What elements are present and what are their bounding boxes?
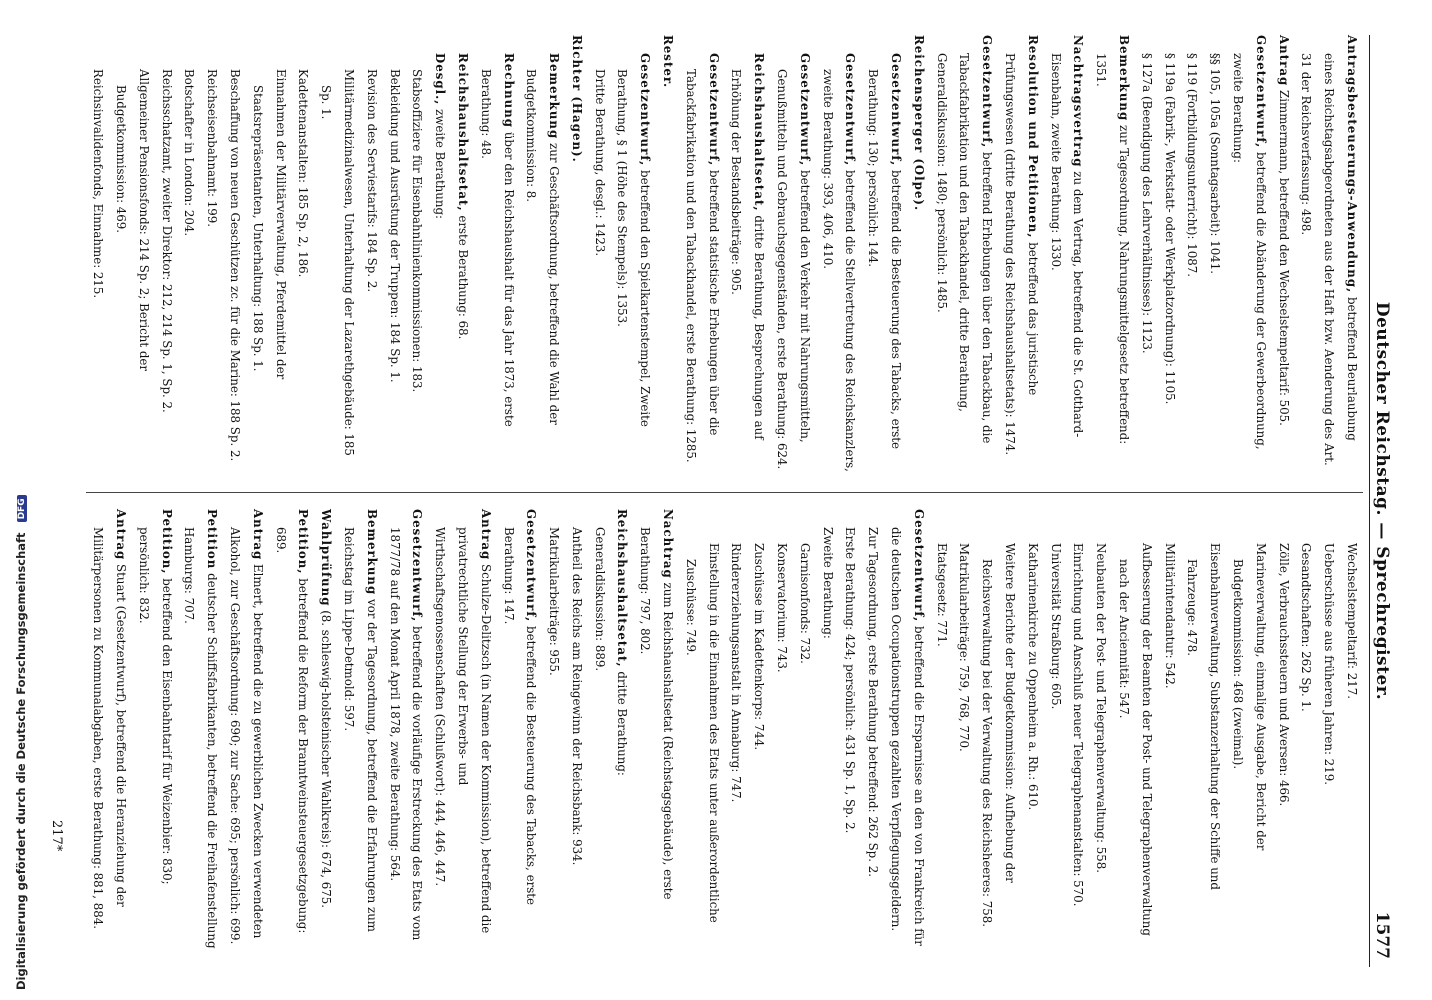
entry-keyword: Resolution und Petitionen,: [1025, 35, 1040, 239]
register-entry: [178, 509, 224, 949]
entry-keyword: Reichshaushaltsetat,: [455, 53, 470, 212]
entry-keyword: Antragsbesteuerungs-Anwendung,: [1345, 35, 1359, 294]
register-entry: [497, 509, 543, 949]
register-entry: [839, 509, 862, 949]
entry-text: deutscher Schiffsfabrikanten, betreffend die Freihafenstellung Hamburgs: 707.: [182, 527, 220, 949]
register-entry: [383, 509, 429, 949]
register-entry: [1181, 509, 1227, 949]
register-entry: [1181, 35, 1204, 475]
register-entry: [1135, 35, 1158, 475]
entry-text: über den Reichshaushalt für das Jahr 1873, erste Berathung: 48.: [478, 69, 516, 427]
entry-text: Rindererziehungsanstalt in Annaburg: 747.: [729, 543, 744, 803]
entry-keyword: Gesetzentwurf,: [889, 53, 904, 167]
entry-text: Einnahmen der Militärverwaltung, Pferdemittel der Staatsrepräsentanten, Unterhaltung: 188 Sp. 1.: [250, 69, 288, 380]
entry-text: Wechselstempeltarif: 217.: [1345, 543, 1359, 699]
left-column: [86, 35, 1363, 475]
entry-keyword: Nachtrag: [661, 509, 676, 579]
register-entry: [1340, 509, 1363, 949]
entry-text: Neubauten der Post- und Telegraphenverwaltung: 558.: [1094, 543, 1109, 873]
entry-text: zum Reichshaushaltsetat (Reichstagsgebäude), erste Berathung: 797, 802.: [638, 527, 676, 900]
register-entry: [542, 509, 565, 949]
digitization-note: Digitalisierung gefördert durch die Deutsche Forschungsgemeinschaft: [14, 532, 28, 990]
register-entry: [611, 35, 657, 475]
register-entry: [679, 35, 725, 475]
register-entry: [611, 509, 634, 949]
register-entry: [634, 509, 680, 949]
page-header: [1369, 35, 1392, 967]
register-entry: [383, 35, 406, 475]
entry-text: Antheil des Reichs am Reingewinn der Reichsbank: 934.: [569, 527, 584, 866]
entry-text: erste Berathung: 68.: [455, 215, 470, 340]
register-entry: [1089, 35, 1135, 475]
entry-text: betreffend die Besteuerung des Tabacks, erste Berathung: 130; persönlich: 144.: [866, 69, 904, 449]
entry-text: betreffend den Verkehr mit Nahrungsmitteln, Genußmitteln und Gebrauchsgegenständen, erste Berathung: 624.: [775, 69, 812, 470]
register-entry: [816, 509, 839, 949]
entry-text: Zur Tagesordnung, erste Berathung betreffend: 262 Sp. 2.: [866, 527, 881, 877]
entry-text: Generaldiskussion: 889.: [592, 527, 607, 672]
entry-text: Zuschüsse im Kadettenkorps: 744.: [752, 543, 767, 751]
register-entry: [337, 509, 383, 949]
register-entry: [428, 509, 496, 949]
entry-text: § 119a (Fabrik-, Werkstatt- oder Werkplatzordnung): 1105.: [1162, 53, 1177, 405]
register-entry: [816, 35, 862, 475]
entry-text: betreffend Beurlaubung eines Reichstagsabgeordneten aus der Haft bzw. Aenderung des Art. 31 der Reichsverfassung: 498.: [1299, 53, 1359, 466]
entry-keyword: Antrag: [113, 509, 128, 561]
entry-keyword: Rechnung: [501, 53, 516, 129]
entry-text: Reichsinvalidenfonds, Einnahme: 215.: [91, 69, 106, 299]
entry-text: (8. schleswig-holsteinischer Wahlkreis): 674, 675.: [319, 610, 334, 909]
register-entry: [360, 35, 383, 475]
entry-text: Reichsschatzamt, zweiter Direktor: 212, 214 Sp. 1, Sp. 2.: [159, 69, 174, 413]
entry-text: Zölle, Verbrauchssteuern und Aversen: 466.: [1276, 543, 1291, 807]
register-entry: [155, 35, 178, 475]
running-head: Deutscher Reichstag. — Sprechregister.: [1372, 301, 1392, 701]
register-entry: [406, 35, 429, 475]
entry-keyword: Bemerkung: [364, 509, 379, 596]
register-entry: [1158, 35, 1181, 475]
page-number: 1577: [1372, 911, 1392, 959]
entry-keyword: Bemerkung: [547, 53, 562, 140]
entry-keyword: Desgl.,: [433, 53, 448, 106]
entry-text: Dritte Berathung, desgl.: 1423.: [592, 69, 607, 257]
entry-text: Universität Straßburg: 605.: [1048, 543, 1063, 710]
entry-text: dritte Berathung, Besprechungen auf Erhöhung der Bestandsbeiträge: 905.: [729, 69, 767, 440]
register-entry: [770, 509, 793, 949]
entry-text: Bekleidung und Ausrüstung der Truppen: 184 Sp. 1.: [387, 69, 402, 383]
digitization-footer: [14, 495, 28, 990]
entry-text: Kadettenanstalten: 185 Sp. 2, 186.: [296, 69, 311, 278]
entry-text: Botschafter in London: 204.: [182, 69, 197, 237]
register-entry: [1203, 35, 1226, 475]
entry-keyword: Gesetzentwurf,: [1253, 35, 1268, 149]
entry-text: Schulze-Delitzsch (in Namen der Kommission), betreffend die privatrechtliche Stellung der Erwerbs- und Wirthschaftsgenossenschaften (Schlußwort): 444, 446, 447.: [433, 527, 493, 934]
entry-text: Stabsoffiziere für Eisenbahnlinienkommissionen: 183.: [410, 69, 425, 393]
register-entry: [451, 35, 474, 475]
register-entry: [314, 35, 360, 475]
register-entry: [132, 509, 178, 949]
entry-text: Elmert, betreffend die zu gewerblichen Zwecken verwendeten Alkohol, zur Geschäftsordnung: 690; zur Sache: 695; persönlich: 699.: [227, 527, 265, 945]
entry-text: Katharinenkirche zu Oppenheim a. Rh.: 610.: [1025, 543, 1040, 811]
entry-text: betreffend die Ersparnisse an den von Frankreich für die deutschen Occupationstruppen gezahlten Verpflegungsgeldern.: [889, 527, 926, 946]
register-entry: [1272, 509, 1295, 949]
entry-keyword: Gesetzentwurf,: [524, 509, 539, 623]
register-entry: [975, 509, 1021, 949]
register-entry: [223, 35, 246, 475]
entry-text: dritte Berathung:: [615, 671, 630, 776]
entry-keyword: Reichshaushaltsetat,: [752, 53, 767, 212]
entry-text: Zweite Berathung:: [820, 527, 835, 639]
register-entry: [793, 509, 816, 949]
entry-keyword: Reichshaushaltsetat,: [615, 509, 630, 668]
entry-keyword: Petition,: [296, 509, 311, 575]
entry-text: Militärintendantur: 542.: [1162, 543, 1177, 689]
entry-text: betreffend das juristische Prüfungswesen (dritte Berathung des Reichshaushaltsetats): 1474.: [1003, 53, 1040, 456]
register-entry: [292, 35, 315, 475]
register-entry: [725, 509, 748, 949]
entry-text: Einrichtung und Anschluß neuer Telegraphenanstalten: 570.: [1071, 543, 1086, 907]
entry-text: § 119 (Fortbildungsunterricht): 1087.: [1185, 53, 1200, 278]
entry-text: Garnisonfonds: 732.: [797, 543, 812, 664]
entry-text: Etatsgesetz: 771.: [934, 543, 949, 647]
entry-keyword: Gesetzentwurf,: [911, 509, 926, 623]
register-entry: [1112, 509, 1158, 949]
entry-keyword: Gesetzentwurf,: [843, 53, 858, 167]
register-entry: [428, 35, 451, 475]
register-entry: [86, 35, 109, 475]
register-entry: [200, 35, 223, 475]
entry-text: Matrikularbeiträge: 759, 768, 770.: [957, 543, 972, 752]
register-entry: [86, 509, 132, 949]
page-content: [91, 35, 1392, 967]
entry-keyword: Nachtragsvertrag: [1071, 35, 1086, 168]
register-entry: [565, 35, 588, 475]
entry-keyword: Gesetzentwurf,: [638, 53, 653, 167]
entry-text: zu dem Vertrag, betreffend die St. Gotthard-Eisenbahn, zweite Berathung: 1330.: [1048, 53, 1086, 438]
entry-text: Matrikularbeiträge: 955.: [547, 527, 562, 676]
entry-keyword: Rester.: [661, 35, 676, 89]
register-entry: [930, 35, 998, 475]
register-entry: [1226, 509, 1272, 949]
register-entry: [1317, 509, 1340, 949]
entry-keyword: Richter (Hagen).: [569, 35, 584, 163]
register-entry: [246, 35, 292, 475]
register-entry: [269, 509, 315, 949]
register-entry: [565, 509, 588, 949]
signature-mark: 217*: [49, 820, 64, 852]
entry-text: Erste Berathung: 424; persönlich: 431 Sp. 1, Sp. 2.: [843, 527, 858, 834]
entry-keyword: Wahlprüfung: [319, 509, 334, 607]
entry-text: Gesandtschaften: 262 Sp. 1.: [1299, 543, 1314, 712]
register-entry: [861, 35, 907, 475]
register-entry: [725, 35, 771, 475]
entry-text: Ueberschüsse aus früheren Jahren: 219.: [1322, 543, 1337, 785]
right-column: [86, 509, 1363, 949]
entry-text: betreffend die Besteuerung des Tabacks, erste Berathung: 147.: [501, 527, 539, 905]
entry-text: Marineverwaltung, einmalige Ausgabe, Bericht der Budgetkommission: 468 (zweimal).: [1231, 543, 1268, 851]
entry-text: vor der Tagesordnung, betreffend die Erfahrungen zum Reichstag im Lippe-Detmold: 597.: [341, 527, 379, 932]
entry-text: Einstellung in die Einnahmen des Etats unter außerordentliche Zuschüsse: 749.: [683, 543, 721, 923]
entry-keyword: Bemerkung: [1117, 35, 1132, 122]
entry-text: betreffend den Eisenbahntarif für Weizenbier: 830; persönlich: 832.: [136, 527, 174, 885]
entry-text: betreffend die Reform der Branntweinsteuergesetzgebung: 689.: [273, 527, 311, 934]
register-entry: [520, 35, 566, 475]
entry-keyword: Gesetzentwurf,: [410, 509, 425, 623]
register-entry: [314, 509, 337, 949]
entry-keyword: Gesetzentwurf,: [980, 35, 995, 149]
entry-keyword: Gesetzentwurf,: [797, 53, 812, 167]
entry-text: Konservatorium: 743.: [775, 543, 790, 673]
entry-keyword: Petition: [205, 509, 220, 570]
register-entry: [1295, 509, 1318, 949]
register-entry: [1044, 509, 1067, 949]
column-divider: [86, 492, 1363, 493]
entry-text: Aufbesserung der Beamten der Post- und Telegraphenverwaltung nach der Anciennität: 547.: [1117, 543, 1154, 936]
register-entry: [1226, 35, 1272, 475]
entry-keyword: Antrag: [1276, 35, 1291, 87]
register-entry: [109, 35, 155, 475]
register-entry: [770, 35, 816, 475]
entry-keyword: Gesetzentwurf,: [706, 53, 721, 167]
register-entry: [679, 509, 725, 949]
register-entry: [178, 35, 201, 475]
entry-keyword: Petition,: [159, 509, 174, 575]
entry-text: Militärmedizinalwesen, Unterhaltung der Lazarethgebäude: 185 Sp. 1.: [319, 69, 356, 456]
register-entry: [953, 509, 976, 949]
register-entry: [907, 35, 930, 475]
register-entry: [1272, 35, 1295, 475]
entry-text: Allgemeiner Pensionsfonds: 214 Sp. 2; Bericht der Budgetkommission: 469.: [113, 69, 151, 372]
register-entry: [588, 35, 611, 475]
entry-text: betreffend Erhebungen über den Tabackbau, die Tabackfabrikation und den Tabackhandel, dritte Berathung, Generaldiskussion: 1480; persönlich: 1485.: [934, 53, 995, 444]
register-entry: [861, 509, 884, 949]
dfg-logo: DFG: [17, 495, 27, 522]
register-entry: [1044, 35, 1090, 475]
entry-keyword: Reichensperger (Olpe).: [911, 35, 926, 212]
entry-text: betreffend die Abänderung der Gewerbeordnung, zweite Berathung:: [1231, 53, 1268, 450]
entry-text: zur Geschäftsordnung, betreffend die Wahl der Budgetkommission: 8.: [524, 69, 562, 425]
entry-text: betreffend die vorläufige Erstreckung des Etats vom 1877/78 auf den Monat April 1878, zweite Berathung: 564.: [387, 527, 425, 941]
register-entry: [656, 35, 679, 475]
register-entry: [1089, 509, 1112, 949]
entry-text: betreffend statistische Erhebungen über die Tabackfabrikation und den Tabackhandel, erste Berathung: 1285.: [683, 69, 721, 463]
entry-text: zweite Berathung:: [433, 109, 448, 219]
entry-text: betreffend die Stellvertretung des Reichskanzlers, zweite Berathung: 393, 406, 410.: [820, 69, 858, 472]
register-entry: [747, 509, 770, 949]
entry-text: Weitere Berichte der Budgetkommission: Aufhebung der Reichsverwaltung bei der Verwaltung des Reichsheeres: 758.: [980, 543, 1018, 927]
entry-text: Reichseisenbahnamt: 199.: [205, 69, 220, 228]
register-entry: [930, 509, 953, 949]
entry-keyword: Antrag: [478, 509, 493, 561]
register-entry: [588, 509, 611, 949]
register-entry: [1021, 509, 1044, 949]
register-entry: [474, 35, 520, 475]
register-entry: [1295, 35, 1363, 475]
register-entry: [884, 509, 930, 949]
entry-keyword: Antrag: [250, 509, 265, 561]
register-entry: [1067, 509, 1090, 949]
entry-text: Stuart (Gesetzentwurf), betreffend die Heranziehung der Militärpersonen zu Kommunalabgaben, erste Berathung: 881, 884.: [91, 527, 128, 929]
entry-text: Eisenbahnverwaltung, Substanzerhaltung der Schiffe und Fahrzeuge: 478.: [1185, 543, 1223, 890]
entry-text: Zimmermann, betreffend den Wechselstempeltarif: 505.: [1276, 90, 1291, 426]
entry-text: Beschaffung von neuen Geschützen zc. für die Marine: 188 Sp. 2.: [227, 69, 242, 462]
entry-text: betreffend den Spielkartenstempel, Zweite Berathung, § 1 (Höhe des Stempels): 1353.: [615, 69, 653, 427]
entry-text: § 127a (Beendigung des Lehrverhältnisses): 1123.: [1139, 53, 1154, 354]
register-entry: [998, 35, 1044, 475]
entry-text: Revision des Serviestarifs: 184 Sp. 2.: [364, 69, 379, 293]
register-entry: [223, 509, 269, 949]
entry-text: §§ 105, 105a (Sonntagsarbeit): 1041.: [1208, 53, 1223, 275]
register-entry: [1158, 509, 1181, 949]
entry-text: zur Tagesordnung, Nahrungsmittelgesetz betreffend: 1351.: [1094, 53, 1132, 445]
